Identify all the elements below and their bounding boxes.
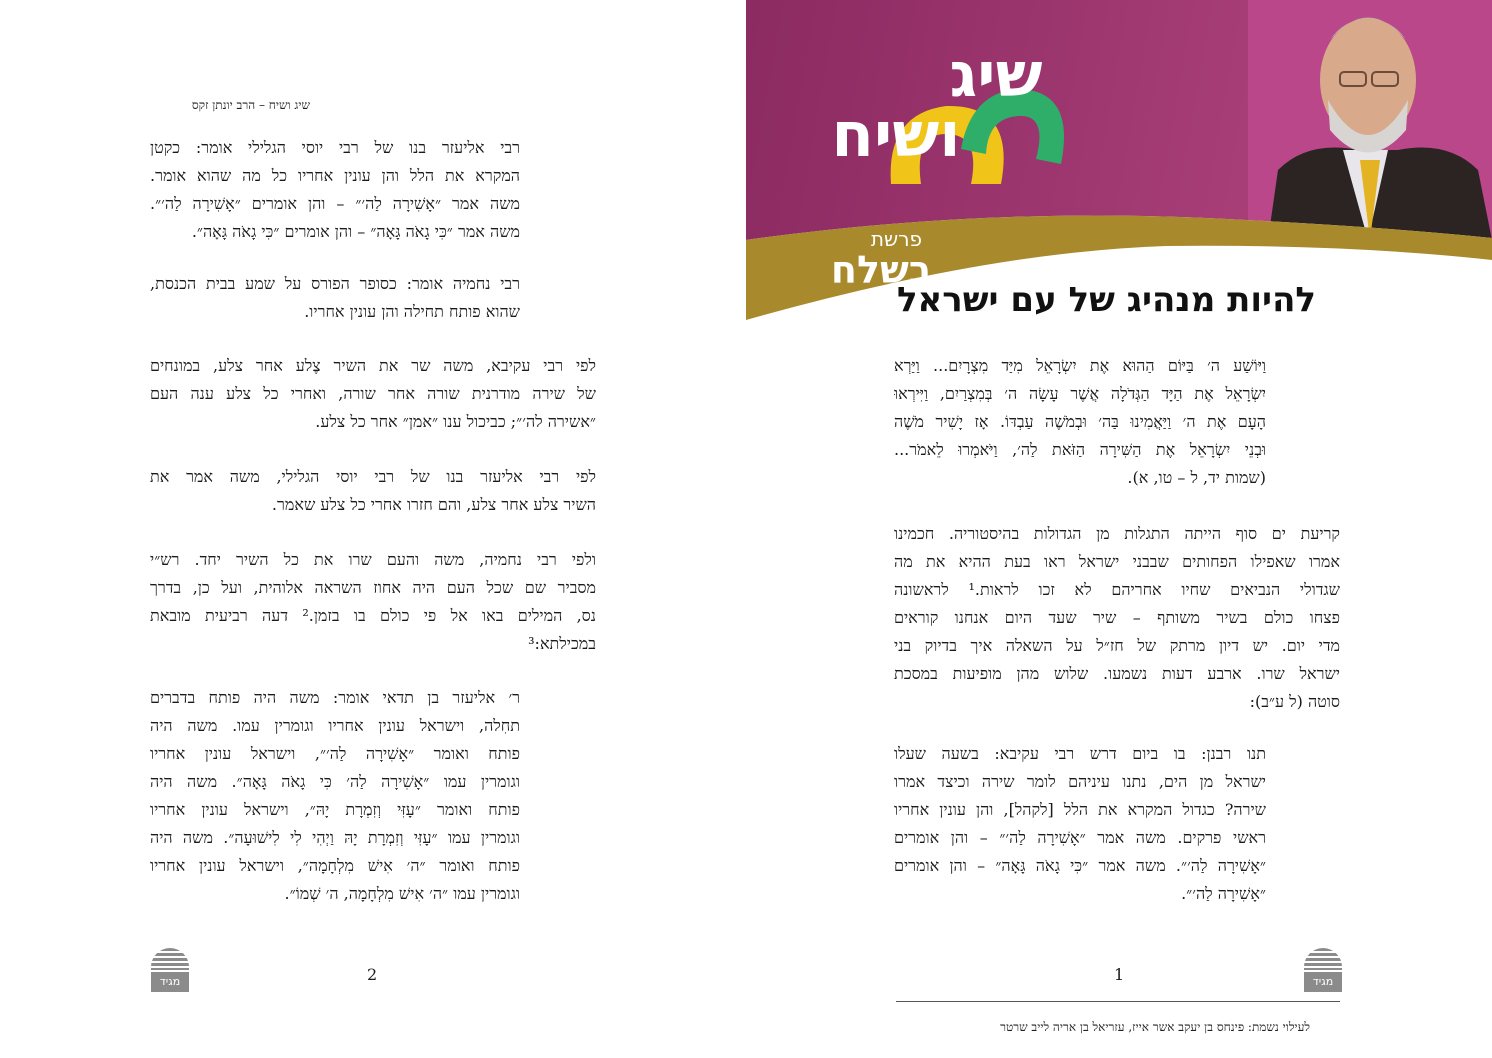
left-paragraph-4 (150, 463, 596, 519)
left-paragraph-1 (150, 134, 520, 246)
title-banner (746, 0, 1492, 322)
publisher-logo (151, 948, 189, 992)
page-number: 2 (367, 965, 378, 984)
text-line: אמרו שאפילו הפחותים שבבני ישראל ראו בעת ההיא את מה (894, 552, 1340, 571)
page-title: להיות מנהיג של עם ישראל (896, 280, 1316, 320)
text-line: הָעָם אֶת ה׳ וַיַּאֲמִינוּ בַּה׳ וּבְמֹשֶׁה עַבְדּוֹ. אָז יָשִׁיר מֹשֶׁה (894, 412, 1266, 431)
dome-icon (1304, 948, 1342, 970)
logo-title-line1: שיג (949, 38, 1043, 111)
text-line: ״אשירה לה׳״; כביכול ענו ״אמן״ אחר כל צלע. (315, 412, 596, 431)
left-paragraph-3 (150, 352, 596, 436)
text-line: נס, המילים באו אל פי כולם בו בזמן.² דעה רביעית מובאת (150, 606, 596, 625)
text-line: ישראל שרו. ארבע דעות נשמעו. שלוש מהן מופיעות במסכת (894, 664, 1340, 683)
text-line: וַיּוֹשַׁע ה׳ בַּיּוֹם הַהוּא אֶת יִשְׂרָאֵל מִיַּד מִצְרָיִם... וַיַּרְא (894, 356, 1266, 375)
right-page (746, 0, 1492, 1058)
right-paragraph-3 (894, 740, 1266, 908)
dedication-note: לעילוי נשמת: פינחס בן יעקב אשר אייז, עזריאל בן אריה לייב שרטר (1000, 1020, 1310, 1034)
text-line: רבי אליעזר בנו של רבי יוסי הגלילי אומר: כקטן (150, 138, 520, 157)
text-line: שגדולי הנביאים שחיו אחריהם לא זכו לראות.¹ לראשונה (894, 580, 1340, 599)
text-line: ראשי פרקים. משה אמר ״אָשִׁירָה לַה׳״ – והן אומרים (894, 828, 1266, 847)
text-line: ולפי רבי נחמיה, משה והעם שרו את כל השיר יחד. רש״י (150, 550, 596, 569)
text-line: במכילתא:³ (528, 634, 596, 653)
text-line: מדי יום. יש דיון מרתק של חז״ל על השאלה איך בדיוק בני (894, 636, 1340, 655)
text-line: (שמות יד, ל – טו, א). (1127, 468, 1266, 487)
text-line: וגומרין עמו ״עָזִּי וְזִמְרָת יָהּ וַיְהִי לִי לִישׁוּעָה״. משה היה (150, 828, 520, 847)
text-line: תנו רבנן: בו ביום דרש רבי עקיבא: בשעה שעלו (894, 744, 1266, 763)
text-line: פצחו כולם בשיר משותף – שיר שעד היום אנחנו קוראים (894, 608, 1340, 627)
text-line: ישראל מן הים, נתנו עיניהם לומר שירה וכיצד אמרו (894, 772, 1266, 791)
dome-icon (151, 948, 189, 970)
parsha-name: בשלח (830, 248, 932, 292)
text-line: שירה? כגדול המקרא את הלל [לקהל], והן עונין אחריו (894, 800, 1266, 819)
text-line: פותח ואומר ״עָזִּי וְזִמְרָת יָהּ״, וישראל עונין אחריו (150, 800, 520, 819)
left-paragraph-2 (150, 270, 520, 326)
text-line: לפי רבי עקיבא, משה שר את השיר צֶלע אחר צלע, במונחים (150, 356, 596, 375)
left-paragraph-6 (150, 684, 520, 908)
text-line: משה אמר ״כִּי גָאֹה גָּאָה״ – והן אומרים ״כִּי גָאֹה גָּאָה״. (191, 222, 520, 241)
left-paragraph-5 (150, 546, 596, 658)
text-line: של שירה מודרנית שורה אחר שורה, ואחרי כל צלע ענה העם (150, 384, 596, 403)
page-number: 1 (1114, 965, 1125, 984)
text-line: תחִלה, וישראל עונין אחריו וגומרין עמו. משה היה (150, 716, 520, 735)
text-line: פותח ואומר ״ה׳ אִישׁ מִלְחָמָה״, וישראל עונין אחריו (150, 856, 520, 875)
text-line: ״אָשִׁירָה לַה׳״. (1181, 884, 1266, 903)
text-line: המקרא את הלל והן עונין אחריו כל מה שהוא אומר. (150, 166, 520, 185)
text-line: ״אָשִׁירָה לַה׳״. משה אמר ״כִּי גָאֹה גָּאָה״ – והן אומרים (894, 856, 1266, 875)
text-line: יִשְׂרָאֵל אֶת הַיָּד הַגְּדֹלָה אֲשֶׁר עָשָׂה ה׳ בְּמִצְרַיִם, וַיִּירְאוּ (894, 384, 1266, 403)
text-line: השיר צלע אחר צלע, והם חזרו אחרי כל צלע שאמר. (271, 495, 596, 514)
running-head: שיג ושיח – הרב יונתן זקס (191, 98, 310, 112)
publisher-logo (1304, 948, 1342, 992)
text-line: שהוא פותח תחילה והן עונין אחריו. (304, 302, 520, 321)
footer-divider (896, 1001, 1340, 1002)
logo-title-line2: ושיח (831, 98, 961, 171)
text-line: ר׳ אליעזר בן תדאי אומר: משה היה פותח בדברים (150, 688, 520, 707)
text-line: וגומרין עמו ״אָשִׁירָה לַה׳ כִּי גָאֹה גָּאָה״. משה היה (150, 772, 520, 791)
text-line: סוטה (ל ע״ב): (1249, 692, 1340, 711)
text-line: וּבְנֵי יִשְׂרָאֵל אֶת הַשִּׁירָה הַזֹּאת לַה׳, וַיֹּאמְרוּ לֵאמֹר... (894, 440, 1266, 459)
text-line: מסביר שם שכל העם היה אחוז השראה אלוהית, ועל כן, בדרך (150, 578, 596, 597)
text-line: רבי נחמיה אומר: כסופר הפורס על שמע בבית הכנסת, (150, 274, 520, 293)
text-line: משה אמר ״אָשִׁירָה לַה׳״ – והן אומרים ״אָשִׁירָה לַה׳״. (150, 194, 520, 213)
series-logo (786, 34, 1086, 194)
text-line: וגומרין עמו ״ה׳ אִישׁ מִלְחָמָה, ה׳ שְׁמוֹ״. (284, 884, 520, 903)
right-paragraph-2 (894, 520, 1340, 716)
text-line: פותח ואומר ״אָשִׁירָה לַה׳״, וישראל עונין אחריו (150, 744, 520, 763)
publisher-logo-text: מגיד (1304, 972, 1342, 992)
publisher-logo-text: מגיד (151, 972, 189, 992)
parsha-small: פרשת (870, 227, 922, 251)
text-line: לפי רבי אליעזר בנו של רבי יוסי הגלילי, משה אמר את (150, 467, 596, 486)
text-line: קריעת ים סוף הייתה התגלות מן הגדולות בהיסטוריה. חכמינו (894, 524, 1340, 543)
right-paragraph-1 (894, 352, 1266, 492)
